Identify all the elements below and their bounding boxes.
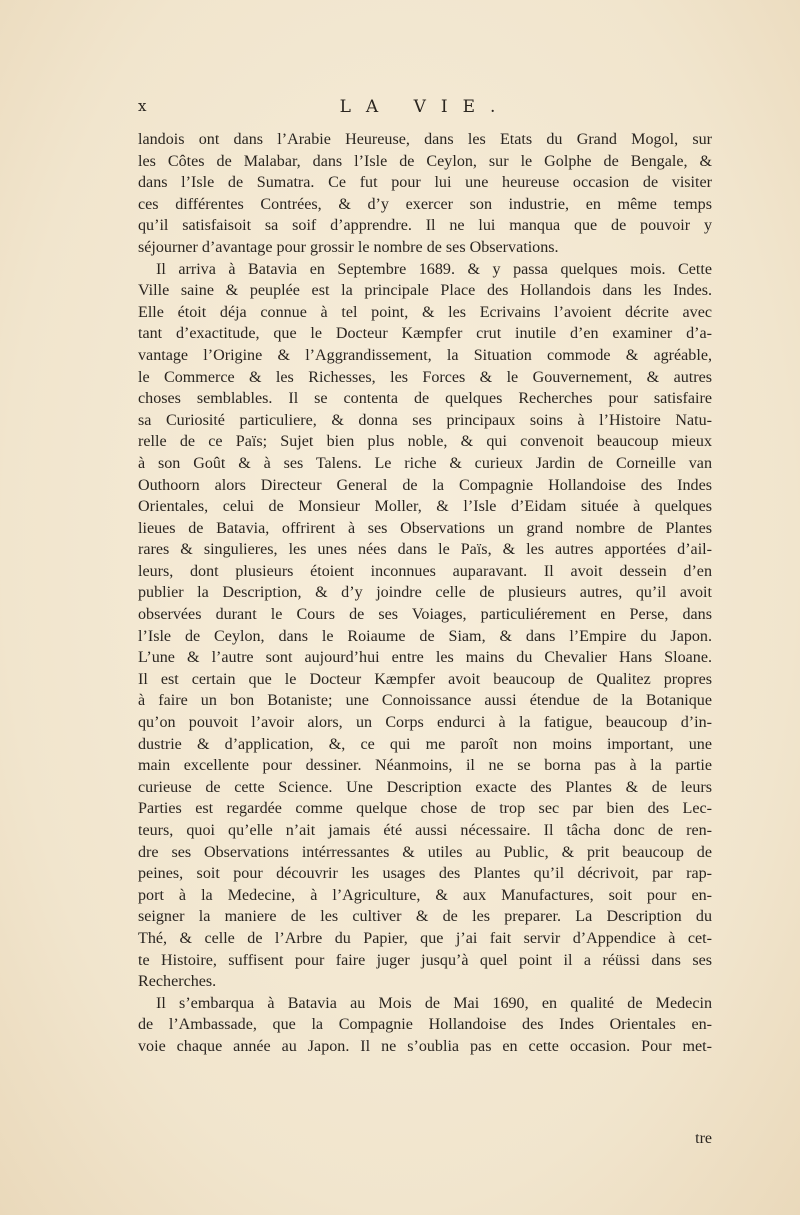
text-line: à faire un bon Botaniste; une Connoissance aussi étendue de la Botanique (138, 692, 712, 710)
paragraph (138, 129, 712, 259)
text-line: à son Goût & à ses Talens. Le riche & curieux Jardin de Corneille van (138, 454, 712, 472)
text-line: Ville saine & peuplée est la principale Place des Hollandois dans les Indes. (138, 282, 712, 300)
text-line: sa Curiosité particuliere, & donna ses principaux soins à l’Histoire Natu- (138, 411, 712, 429)
text-line: vantage l’Origine & l’Aggrandissement, la Situation commode & agréable, (138, 346, 712, 364)
text-line: te Histoire, suffisent pour faire juger jusqu’à quel point il a réüssi dans ses (138, 951, 712, 969)
text-line: rares & singulieres, les unes nées dans le Païs, & les autres apportées d’ail- (138, 541, 712, 559)
text-line: peines, soit pour découvrir les usages des Plantes qu’il décrivoit, par rap- (138, 865, 712, 883)
text-line: l’Isle de Ceylon, dans le Roiaume de Siam, & dans l’Empire du Japon. (138, 627, 712, 645)
text-line: landois ont dans l’Arabie Heureuse, dans les Etats du Grand Mogol, sur (138, 131, 712, 148)
text-line: dans l’Isle de Sumatra. Ce fut pour lui une heureuse occasion de visiter (138, 174, 712, 192)
text-line: main excellente pour dessiner. Néanmoins, il ne se borna pas à la partie (138, 757, 712, 775)
text-line: Thé, & celle de l’Arbre du Papier, que j’ai fait servir d’Appendice à cet- (138, 929, 712, 947)
text-line: de l’Ambassade, que la Compagnie Hollandoise des Indes Orientales en- (138, 1016, 712, 1034)
catchword: tre (695, 1130, 712, 1147)
text-line: voie chaque année au Japon. Il ne s’oublia pas en cette occasion. Pour met- (138, 1037, 712, 1055)
text-line: relle de ce Païs; Sujet bien plus noble, & qui convenoit beaucoup mieux (138, 433, 712, 451)
body-text (138, 129, 712, 1058)
text-line: qu’on pouvoit l’avoir alors, un Corps endurci à la fatigue, beaucoup d’in- (138, 714, 712, 732)
text-line: Recherches. (138, 973, 217, 991)
paragraph (138, 993, 712, 1058)
text-line: Il arriva à Batavia en Septembre 1689. & y passa quelques mois. Cette (156, 260, 712, 278)
text-line: Il est certain que le Docteur Kæmpfer avoit beaucoup de Qualitez propres (138, 670, 712, 688)
text-line: observées durant le Cours de ses Voiages, particuliérement en Perse, dans (138, 606, 712, 624)
text-line: ces différentes Contrées, & d’y exercer son industrie, en même temps (138, 195, 712, 213)
text-line: L’une & l’autre sont aujourd’hui entre les mains du Chevalier Hans Sloane. (138, 649, 712, 667)
text-line: dustrie & d’application, &, ce qui me paroît non moins important, une (138, 735, 712, 753)
running-title: LA VIE. (339, 97, 511, 117)
text-line: le Commerce & les Richesses, les Forces & le Gouvernement, & autres (138, 368, 712, 386)
page-number: x (138, 97, 147, 115)
text-line: Orientales, celui de Monsieur Moller, & l’Isle d’Eidam située à quelques (138, 498, 712, 516)
text-line: séjourner d’avantage pour grossir le nombre de ses Observations. (138, 238, 559, 256)
text-line: curieuse de cette Science. Une Description exacte des Plantes & de leurs (138, 778, 712, 796)
text-line: Elle étoit déja connue à tel point, & les Ecrivains l’avoient décrite avec (138, 303, 712, 321)
text-line: les Côtes de Malabar, dans l’Isle de Ceylon, sur le Golphe de Bengale, & (138, 152, 712, 170)
text-line: Il s’embarqua à Batavia au Mois de Mai 1690, en qualité de Medecin (156, 994, 712, 1012)
text-line: seigner la maniere de les cultiver & de les preparer. La Description du (138, 908, 712, 926)
text-line: teurs, quoi qu’elle n’ait jamais été aussi nécessaire. Il tâcha donc de ren- (138, 822, 712, 839)
text-line: dre ses Observations intérressantes & utiles au Public, & prit beaucoup de (138, 843, 712, 861)
text-line: lieues de Batavia, offrirent à ses Observations un grand nombre de Plantes (138, 519, 712, 537)
text-line: Outhoorn alors Directeur General de la Compagnie Hollandoise des Indes (138, 476, 712, 494)
text-line: port à la Medecine, à l’Agriculture, & aux Manufactures, soit pour en- (138, 886, 712, 904)
page-header (138, 97, 712, 121)
text-line: leurs, dont plusieurs étoient inconnues auparavant. Il avoit dessein d’en (138, 562, 712, 580)
paragraph (138, 259, 712, 993)
text-line: publier la Description, & d’y joindre celle de plusieurs autres, qu’il avoit (138, 584, 712, 602)
text-line: choses semblables. Il se contenta de quelques Recherches pour satisfaire (138, 390, 712, 408)
text-line: Parties est regardée comme quelque chose de trop sec par bien des Lec- (138, 800, 712, 818)
text-line: tant d’exactitude, que le Docteur Kæmpfer crut inutile d’en examiner d’a- (138, 325, 712, 343)
text-line: qu’il satisfaisoit sa soif d’apprendre. Il ne lui manqua que de pouvoir y (138, 217, 712, 235)
